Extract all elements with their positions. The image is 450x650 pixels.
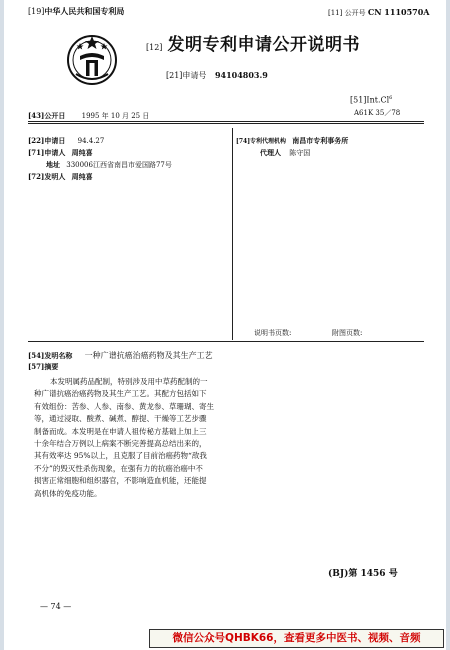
doc-type-tag: [12] bbox=[146, 43, 163, 52]
app-no-value: 94104803.9 bbox=[214, 70, 268, 80]
publication-number bbox=[328, 7, 429, 18]
header-separator-line bbox=[28, 121, 424, 122]
abstract-line: 有效组份：苦参、人参、南参、黄龙参、草珊瑚、寄生 bbox=[34, 401, 214, 411]
country-tag: [19] bbox=[28, 7, 45, 16]
abstract-line: 制备而成。本发明是在申请人祖传秘方基础上加上三 bbox=[34, 426, 207, 436]
wechat-banner[interactable]: 微信公众号QHBK66，查看更多中医书、视频、音频 bbox=[149, 629, 444, 648]
bj-number: (BJ)第 1456 号 bbox=[328, 569, 398, 579]
viewer-left-border bbox=[0, 0, 4, 650]
abstract-line: 高机体的免疫功能。 bbox=[34, 488, 102, 498]
abstract-body bbox=[34, 376, 394, 500]
description-page-count: 说明书页数: bbox=[254, 329, 292, 337]
national-emblem-icon bbox=[66, 30, 118, 86]
int-classification-tag: [51]Int.Cl$^6$ bbox=[350, 95, 393, 105]
patent-agency: [74]专利代理机构 南昌市专利事务所 bbox=[236, 136, 349, 145]
app-no-tag: [21]申请号 bbox=[166, 71, 207, 80]
header-separator-line-2 bbox=[28, 123, 424, 124]
abstract-separator-line bbox=[28, 341, 424, 342]
pub-no-tag: [11] 公开号 bbox=[328, 9, 366, 17]
document-type-title bbox=[146, 30, 360, 55]
drawing-page-count: 附图页数: bbox=[332, 329, 363, 337]
abstract-line: 损害正常细胞和组织器官，不影响造血机能，还能提 bbox=[34, 476, 207, 486]
abstract-line: 十余年结合万例以上病案不断完善提高总结出来的， bbox=[34, 439, 207, 449]
abstract-tag: [57]摘要 bbox=[28, 362, 59, 371]
viewer-right-border bbox=[446, 0, 450, 650]
applicant-address: 地址 330006江西省南昌市爱国路77号 bbox=[46, 160, 172, 169]
inventor: [72]发明人 周纯喜 bbox=[28, 172, 93, 181]
application-number bbox=[166, 70, 268, 81]
filing-date: [22]申请日 94.4.27 bbox=[28, 136, 105, 145]
applicant: [71]申请人 周纯喜 bbox=[28, 148, 93, 157]
pub-no-value: CN 1110570A bbox=[367, 7, 430, 17]
doc-type-text: 发明专利申请公开说明书 bbox=[167, 35, 361, 55]
publication-date bbox=[28, 111, 149, 121]
patent-agent: 代理人 陈守国 bbox=[260, 148, 311, 157]
column-divider bbox=[232, 128, 233, 340]
abstract-line: 不分”的毁灭性杀伤现象，在强有力的抗癌治癌中不 bbox=[34, 463, 203, 473]
patent-page bbox=[6, 0, 446, 650]
invention-title: [54]发明名称 一种广谱抗癌治癌药物及其生产工艺 bbox=[28, 351, 213, 360]
pub-date-value: 1995 年 10 月 25 日 bbox=[81, 112, 150, 120]
abstract-line: 等，通过浸取、酸煮、碱煮、醇提、干燥等工艺步骤 bbox=[34, 414, 207, 424]
int-classification-value: A61K 35／78 bbox=[354, 109, 401, 117]
country-name: 中华人民共和国专利局 bbox=[44, 6, 125, 16]
page-number: — 74 — bbox=[40, 602, 72, 611]
pub-date-tag: [43]公开日 bbox=[28, 111, 66, 120]
abstract-line: 种广谱抗癌治癌药物及其生产工艺。其配方包括如下 bbox=[34, 389, 207, 399]
country-line bbox=[28, 6, 124, 17]
abstract-line: 本发明属药品配制，特别涉及用中草药配制的一 bbox=[50, 377, 208, 386]
abstract-line: 其有效率达 95%以上，且克服了目前治癌药物“敌我 bbox=[34, 451, 207, 461]
